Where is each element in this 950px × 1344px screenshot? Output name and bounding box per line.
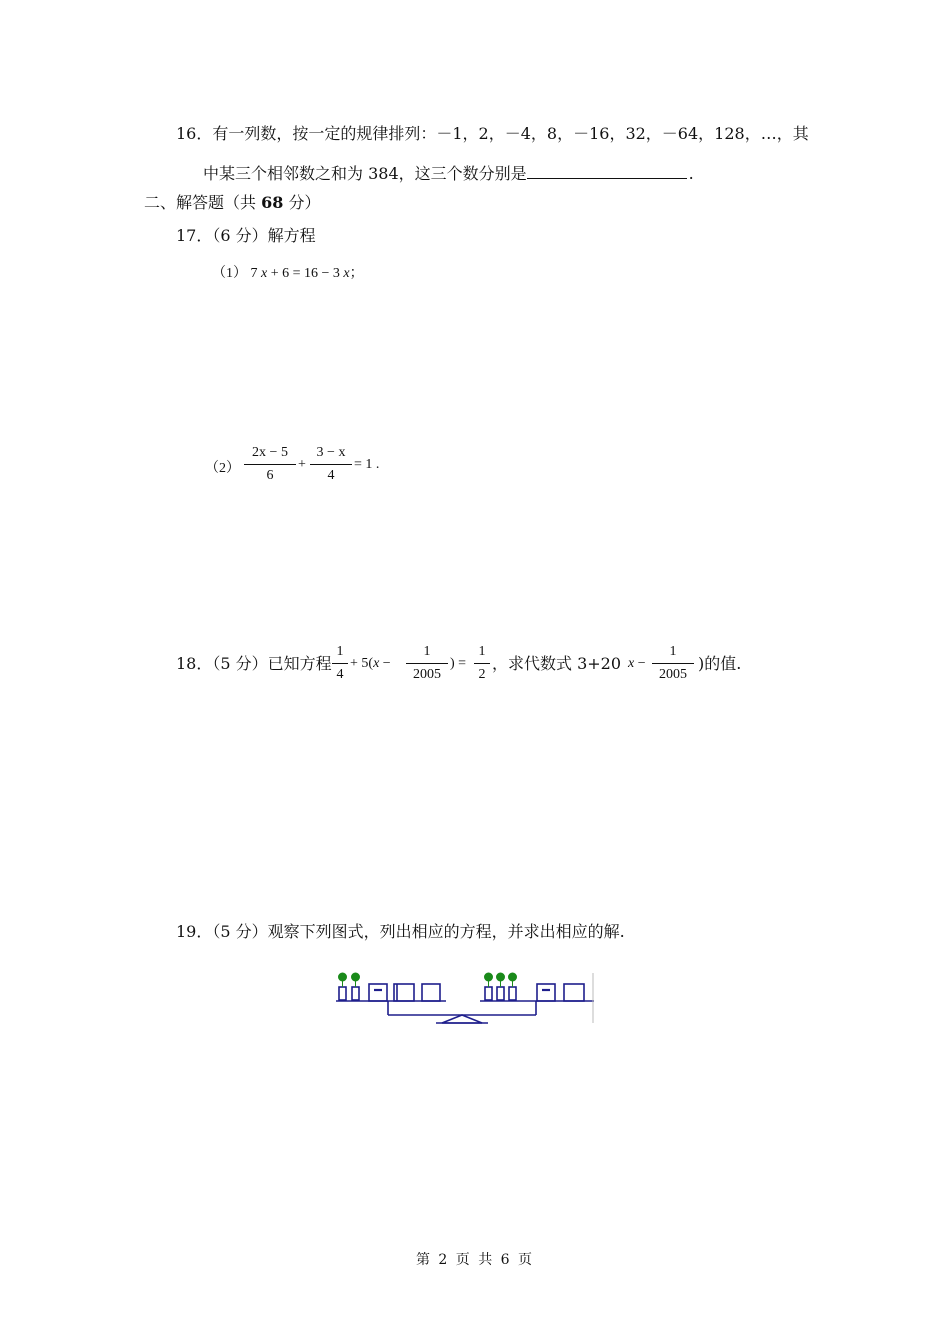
q18-x: x xyxy=(373,656,380,671)
q18-end: )的值. xyxy=(698,654,742,673)
frac-denominator: 4 xyxy=(327,468,335,483)
fulcrum-triangle xyxy=(442,1015,482,1023)
answer-blank[interactable] xyxy=(527,162,687,179)
frac-numerator: 1 xyxy=(423,644,431,659)
section-points: 68 xyxy=(261,193,284,212)
q17-title: 17．（6 分）解方程 xyxy=(176,226,316,245)
q18-mid1 xyxy=(350,656,391,672)
tree-top xyxy=(497,973,505,981)
section-heading xyxy=(144,193,320,213)
tree-pot xyxy=(509,987,516,1000)
q18-fraction-4 xyxy=(652,643,694,684)
frac-bar xyxy=(244,464,296,465)
q16-end: . xyxy=(688,164,694,183)
frac-bar xyxy=(652,663,694,664)
frac-denominator: 6 xyxy=(266,468,274,483)
q18-fraction-3 xyxy=(474,643,490,684)
section-prefix: 二、解答题（共 xyxy=(144,193,262,212)
frac-bar xyxy=(332,663,348,664)
q18-mid2: ) = xyxy=(450,656,467,671)
q17-p1-a: 7 xyxy=(250,266,258,281)
q17-part1 xyxy=(212,264,364,284)
weight-box-marked xyxy=(369,984,387,1001)
frac-numerator: 1 xyxy=(336,644,344,659)
frac-bar xyxy=(406,663,448,664)
q18-x2: x xyxy=(628,656,635,671)
frac-numerator: 1 xyxy=(669,644,677,659)
q18-minus: − xyxy=(379,656,391,671)
tree-top xyxy=(509,973,517,981)
q19-title: 19．（5 分）观察下列图式，列出相应的方程，并求出相应的解. xyxy=(176,922,625,941)
tree-top xyxy=(352,973,360,981)
tree-pot xyxy=(497,987,504,1000)
q17-p2-label: （2） xyxy=(205,461,240,476)
q17-p2-fraction-1 xyxy=(244,444,296,485)
q18-prefix: 18．（5 分）已知方程 xyxy=(176,654,332,673)
q17-p2-eq: = 1 . xyxy=(354,457,380,472)
tree-pot xyxy=(485,987,492,1000)
page-footer: 第 2 页 共 6 页 xyxy=(415,1252,535,1268)
weight-box xyxy=(564,984,584,1001)
q18-fraction-1 xyxy=(332,643,348,684)
q16-line2-text: 中某三个相邻数之和为 384，这三个数分别是 xyxy=(203,164,527,183)
q18-mid1-text: + 5( xyxy=(350,656,374,671)
frac-numerator: 3 − x xyxy=(316,445,346,460)
frac-denominator: 2005 xyxy=(413,667,441,682)
frac-denominator: 4 xyxy=(336,667,344,682)
tree-top xyxy=(339,973,347,981)
q18-text2: ，求代数式 3+20 xyxy=(492,654,622,673)
tree-top xyxy=(485,973,493,981)
q17-p1-x1: x xyxy=(261,266,268,281)
frac-denominator: 2005 xyxy=(659,667,687,682)
q16-line2 xyxy=(203,162,694,184)
frac-numerator: 2x − 5 xyxy=(252,445,288,460)
q17-p1-label: （1） xyxy=(212,266,247,281)
q17-p1-x2: x xyxy=(343,266,350,281)
frac-bar xyxy=(310,464,352,465)
weight-box xyxy=(422,984,440,1001)
weight-box-marked xyxy=(537,984,555,1001)
frac-denominator: 2 xyxy=(478,667,486,682)
tree-pot xyxy=(352,987,359,1000)
q18-minus2: − xyxy=(634,656,646,671)
q17-p2-fraction-2 xyxy=(310,444,352,485)
q16-line1: 16．有一列数，按一定的规律排列：－1，2，－4，8，－16，32，－64，128，…，其 xyxy=(176,124,809,143)
tree-pot xyxy=(339,987,346,1000)
balance-scale-figure xyxy=(330,968,600,1030)
q17-p2-plus: + xyxy=(298,457,306,472)
q18-fraction-2 xyxy=(406,643,448,684)
q17-p1-end: ； xyxy=(349,266,364,281)
section-suffix: 分） xyxy=(283,193,321,212)
q18-x2-group xyxy=(628,656,646,672)
q17-p1-b: + 6 = 16 − 3 xyxy=(267,266,340,281)
frac-numerator: 1 xyxy=(478,644,486,659)
frac-bar xyxy=(474,663,490,664)
